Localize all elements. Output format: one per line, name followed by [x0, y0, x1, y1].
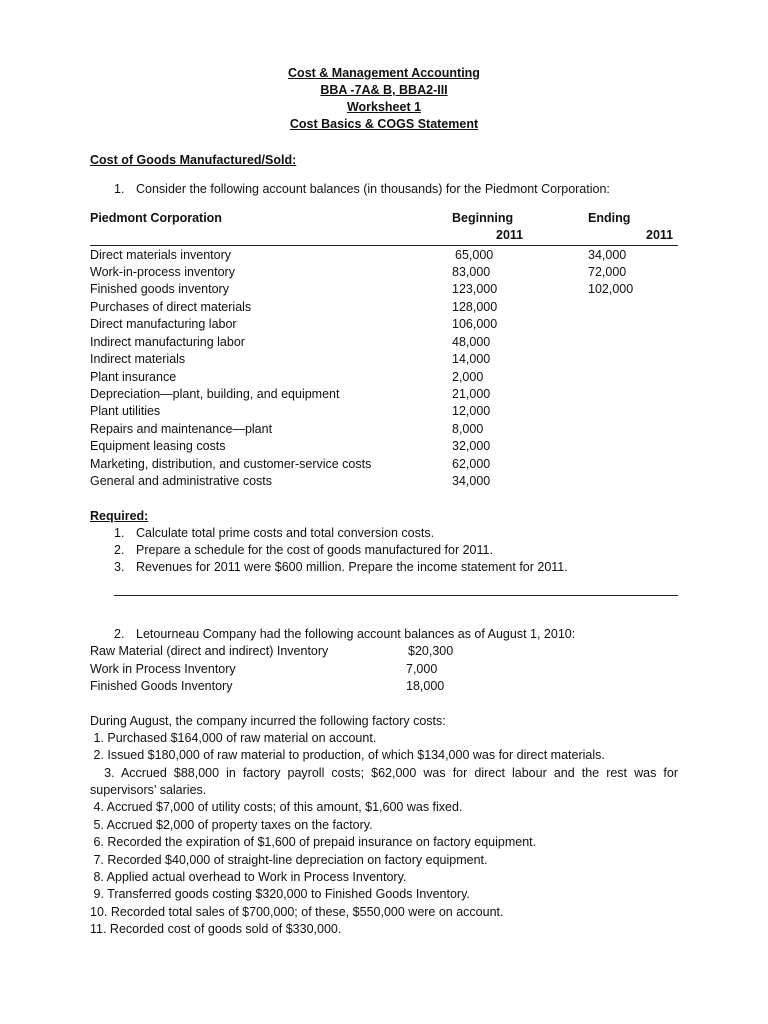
row-beginning: 14,000 [452, 352, 491, 366]
row-label: Work-in-process inventory [90, 265, 235, 279]
row-label: Marketing, distribution, and customer-service costs [90, 457, 372, 471]
required-item-text: Prepare a schedule for the cost of goods manufactured for 2011. [136, 543, 493, 557]
step-item: 1. Purchased $164,000 of raw material on account. [90, 731, 377, 745]
table-row [90, 248, 680, 265]
table-year-beginning: 2011 [496, 228, 524, 242]
row-label: Finished goods inventory [90, 282, 229, 296]
step-item: 9. Transferred goods costing $320,000 to Finished Goods Inventory. [90, 887, 470, 901]
worksheet-number: Worksheet 1 [346, 100, 422, 114]
row-beginning: 2,000 [452, 370, 484, 384]
row-label: Equipment leasing costs [90, 439, 226, 453]
row-beginning: 12,000 [452, 404, 491, 418]
section-divider [114, 595, 678, 596]
q1-number: 1. [114, 182, 125, 196]
balance-row [90, 662, 490, 679]
q2-number: 2. [114, 627, 125, 641]
required-item [114, 526, 434, 540]
step-item: 3. Accrued $88,000 in factory payroll costs; $62,000 was for direct labour and the rest was for supervisors’ salaries. [90, 766, 682, 797]
step-item: 10. Recorded total sales of $700,000; of these, $550,000 were on account. [90, 905, 504, 919]
table-row [90, 422, 680, 439]
row-beginning: 123,000 [452, 282, 498, 296]
table-row [90, 282, 680, 299]
table-row [90, 387, 680, 404]
required-item [114, 543, 493, 557]
required-item [114, 560, 568, 574]
row-beginning: 32,000 [452, 439, 491, 453]
table-row [90, 404, 680, 421]
required-item-number: 3. [114, 560, 125, 574]
row-beginning: 21,000 [452, 387, 491, 401]
q1-prompt: Consider the following account balances (in thousands) for the Piedmont Corporation: [136, 182, 610, 196]
row-ending: 72,000 [588, 265, 627, 279]
step-item: 11. Recorded cost of goods sold of $330,000. [90, 922, 342, 936]
balance-row [90, 679, 490, 696]
section-title: Cost of Goods Manufactured/Sold: [90, 153, 297, 167]
row-beginning: 62,000 [452, 457, 491, 471]
row-label: Indirect manufacturing labor [90, 335, 245, 349]
step-item: 4. Accrued $7,000 of utility costs; of this amount, $1,600 was fixed. [90, 800, 463, 814]
table-row [90, 370, 680, 387]
row-label: General and administrative costs [90, 474, 273, 488]
balance-label: Work in Process Inventory [90, 662, 236, 676]
required-item-text: Revenues for 2011 were $600 million. Prepare the income statement for 2011. [136, 560, 568, 574]
row-beginning: 106,000 [452, 317, 498, 331]
balance-value: 7,000 [406, 662, 438, 676]
step-item: 6. Recorded the expiration of $1,600 of prepaid insurance on factory equipment. [90, 835, 537, 849]
row-beginning: 128,000 [452, 300, 498, 314]
row-label: Indirect materials [90, 352, 186, 366]
worksheet-topic: Cost Basics & COGS Statement [289, 117, 479, 131]
balance-label: Raw Material (direct and indirect) Inventory [90, 644, 329, 658]
q2-prompt: Letourneau Company had the following account balances as of August 1, 2010: [136, 627, 576, 641]
table-row [90, 317, 680, 334]
row-label: Repairs and maintenance—plant [90, 422, 273, 436]
balance-value: 18,000 [406, 679, 445, 693]
row-beginning: 83,000 [452, 265, 491, 279]
row-label: Plant utilities [90, 404, 161, 418]
table-row [90, 265, 680, 282]
step-item: 5. Accrued $2,000 of property taxes on the factory. [90, 818, 373, 832]
row-label: Direct manufacturing labor [90, 317, 237, 331]
required-heading: Required: [90, 509, 149, 523]
row-ending: 34,000 [588, 248, 627, 262]
table-row [90, 439, 680, 456]
table-col-beginning: Beginning [452, 211, 514, 225]
row-beginning: 34,000 [452, 474, 491, 488]
step-item: 7. Recorded $40,000 of straight-line depreciation on factory equipment. [90, 853, 488, 867]
row-label: Depreciation—plant, building, and equipment [90, 387, 340, 401]
row-beginning: 65,000 [455, 248, 494, 262]
step-item: 2. Issued $180,000 of raw material to production, of which $134,000 was for direct materials. [90, 748, 605, 762]
table-row [90, 474, 680, 491]
table-col-ending: Ending [588, 211, 631, 225]
q2-intro: During August, the company incurred the following factory costs: [90, 714, 446, 728]
row-label: Purchases of direct materials [90, 300, 252, 314]
course-section: BBA -7A& B, BBA2-III [320, 83, 448, 97]
table-company-heading: Piedmont Corporation [90, 211, 222, 225]
row-beginning: 48,000 [452, 335, 491, 349]
row-beginning: 8,000 [452, 422, 484, 436]
row-label: Plant insurance [90, 370, 177, 384]
balance-row [90, 644, 490, 661]
table-header-rule [90, 245, 678, 246]
table-row [90, 300, 680, 317]
table-row [90, 457, 680, 474]
balance-value: $20,300 [408, 644, 454, 658]
row-ending: 102,000 [588, 282, 634, 296]
step-item: 8. Applied actual overhead to Work in Process Inventory. [90, 870, 407, 884]
row-label: Direct materials inventory [90, 248, 232, 262]
course-title: Cost & Management Accounting [288, 66, 480, 80]
table-row [90, 352, 680, 369]
required-item-number: 1. [114, 526, 125, 540]
required-item-text: Calculate total prime costs and total conversion costs. [136, 526, 435, 540]
table-year-ending: 2011 [646, 228, 674, 242]
table-row [90, 335, 680, 352]
required-item-number: 2. [114, 543, 125, 557]
balance-label: Finished Goods Inventory [90, 679, 233, 693]
